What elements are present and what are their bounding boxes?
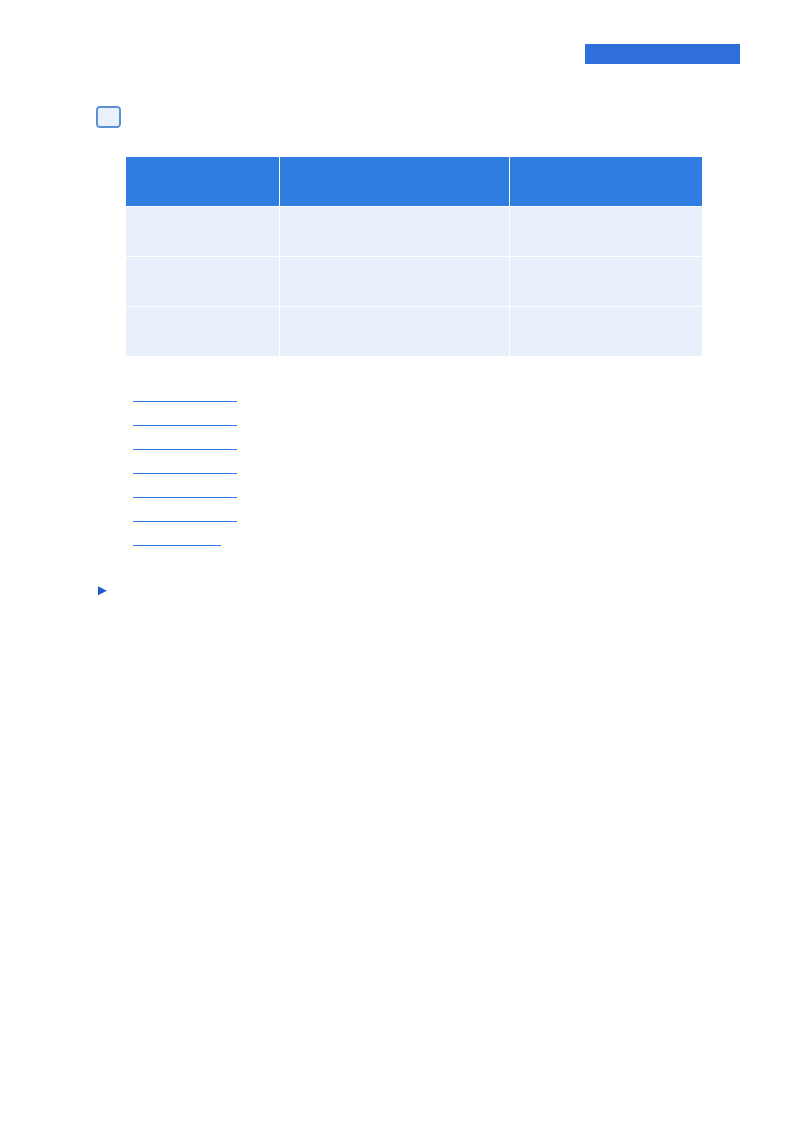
- sentence-item: [130, 506, 710, 530]
- exercise-number-badge: [96, 106, 121, 128]
- example-cell: [509, 256, 702, 306]
- unit-header: [592, 48, 598, 60]
- answer-blank[interactable]: [133, 436, 237, 450]
- sentence-item: [130, 410, 710, 434]
- meaning-cell: [279, 306, 509, 356]
- sentence-item: [130, 458, 710, 482]
- table-row: [126, 306, 702, 356]
- sentence-item: [130, 482, 710, 506]
- header-example: [509, 157, 702, 206]
- answer-blank[interactable]: [133, 412, 237, 426]
- rule-cell: [126, 256, 279, 306]
- table-header-row: [126, 157, 702, 206]
- rule-cell: [126, 306, 279, 356]
- table-row: [126, 256, 702, 306]
- word-formation-table: [126, 157, 702, 356]
- rule-cell: [126, 206, 279, 256]
- grammar-link-heading: [95, 579, 114, 600]
- example-cell: [509, 306, 702, 356]
- unit-header-band: [585, 44, 740, 64]
- answer-blank[interactable]: [133, 532, 221, 546]
- header-word-formation: [126, 157, 279, 206]
- triangle-arrow-icon: ►: [95, 582, 110, 599]
- answer-blank[interactable]: [133, 508, 237, 522]
- sentence-item: [130, 434, 710, 458]
- fill-in-sentences: [130, 386, 710, 554]
- meaning-cell: [279, 206, 509, 256]
- header-meaning: [279, 157, 509, 206]
- answer-blank[interactable]: [133, 484, 237, 498]
- meaning-cell: [279, 256, 509, 306]
- answer-blank[interactable]: [133, 460, 237, 474]
- example-cell: [509, 206, 702, 256]
- sentence-item: [130, 530, 710, 554]
- table-row: [126, 206, 702, 256]
- answer-blank[interactable]: [133, 388, 237, 402]
- sentence-item: [130, 386, 710, 410]
